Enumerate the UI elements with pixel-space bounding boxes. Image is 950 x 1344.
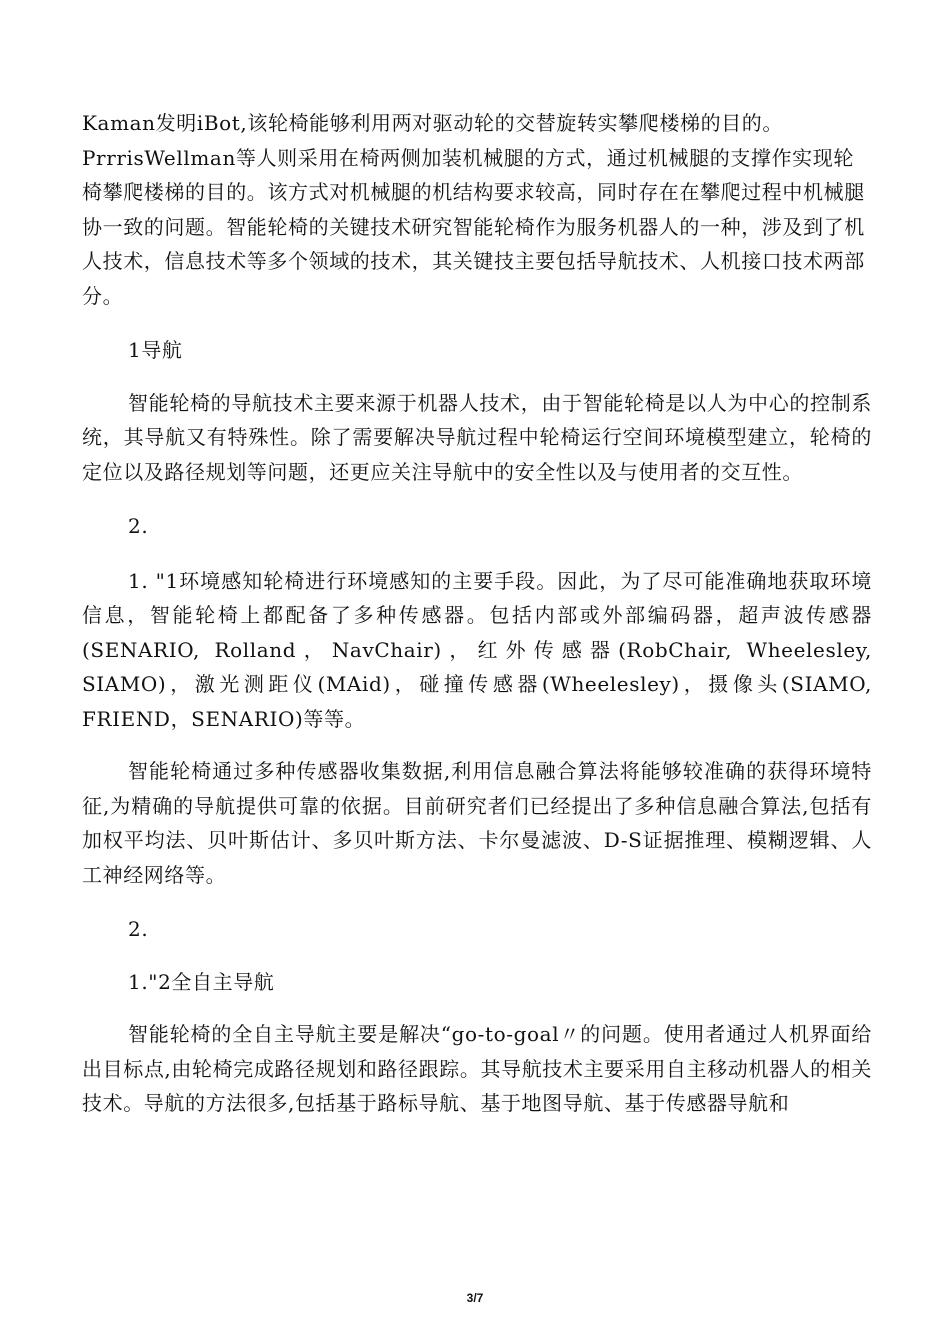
heading-section-2a: 2.	[128, 514, 149, 538]
page-number: 3/7	[466, 1291, 484, 1305]
paragraph-kaman-ibot: Kaman发明iBot,该轮椅能够利用两对驱动轮的交替旋转实攀爬楼梯的目的。	[82, 111, 783, 135]
heading-autonomous-navigation: 1."2全自主导航	[128, 969, 275, 994]
document-body	[82, 106, 872, 1121]
heading-section-2b: 2.	[128, 917, 149, 941]
paragraph-navigation-intro: 智能轮椅的导航技术主要来源于机器人技术，由于智能轮椅是以人为中心的控制系统，其导航又有特殊性。除了需要解决导航过程中轮椅运行空间环境模型建立，轮椅的定位以及路径规划等问题，还更应关注导航中的安全性以及与使用者的交互性。	[82, 390, 872, 484]
heading-navigation: 1导航	[128, 338, 183, 362]
paragraph-wellman-legs: PrrrisWellman等人则采用在椅两侧加装机械腿的方式，通过机械腿的支撑作实现轮椅攀爬楼梯的目的。该方式对机械腿的机结构要求较高，同时存在在攀爬过程中机械腿协一致的问题。智能轮椅的关键技术研究智能轮椅作为服务机器人的一种，涉及到了机人技术，信息技术等多个领域的技术，其关键技主要包括导航技术、人机接口技术两部分。	[82, 145, 865, 308]
paragraph-sensor-fusion: 智能轮椅通过多种传感器收集数据,利用信息融合算法将能够较准确的获得环境特征,为精确的导航提供可靠的依据。目前研究者们已经提出了多种信息融合算法,包括有加权平均法、贝叶斯估计、多贝叶斯方法、卡尔曼滤波、D-S证据推理、模糊逻辑、人工神经网络等。	[82, 759, 872, 887]
paragraph-autonomous-navigation: 智能轮椅的全自主导航主要是解决“go-to-goal〃的问题。使用者通过人机界面给出目标点,由轮椅完成路径规划和路径跟踪。其导航技术主要采用自主移动机器人的相关技术。导航的方法很多,包括基于路标导航、基于地图导航、基于传感器导航和	[82, 1022, 872, 1115]
paragraph-environment-sensing: 1. "1环境感知轮椅进行环境感知的主要手段。因此，为了尽可能准确地获取环境信息，智能轮椅上都配备了多种传感器。包括内部或外部编码器，超声波传感器(SENARIO, Rolland，NavChair)，红外传感器(RobChair, Wheelesley, SIAMO)，激光测距仪(MAid)，碰撞传感器(Wheelesley)，摄像头(SIAMO, FRIEND，SENARIO)等等。	[82, 568, 872, 731]
